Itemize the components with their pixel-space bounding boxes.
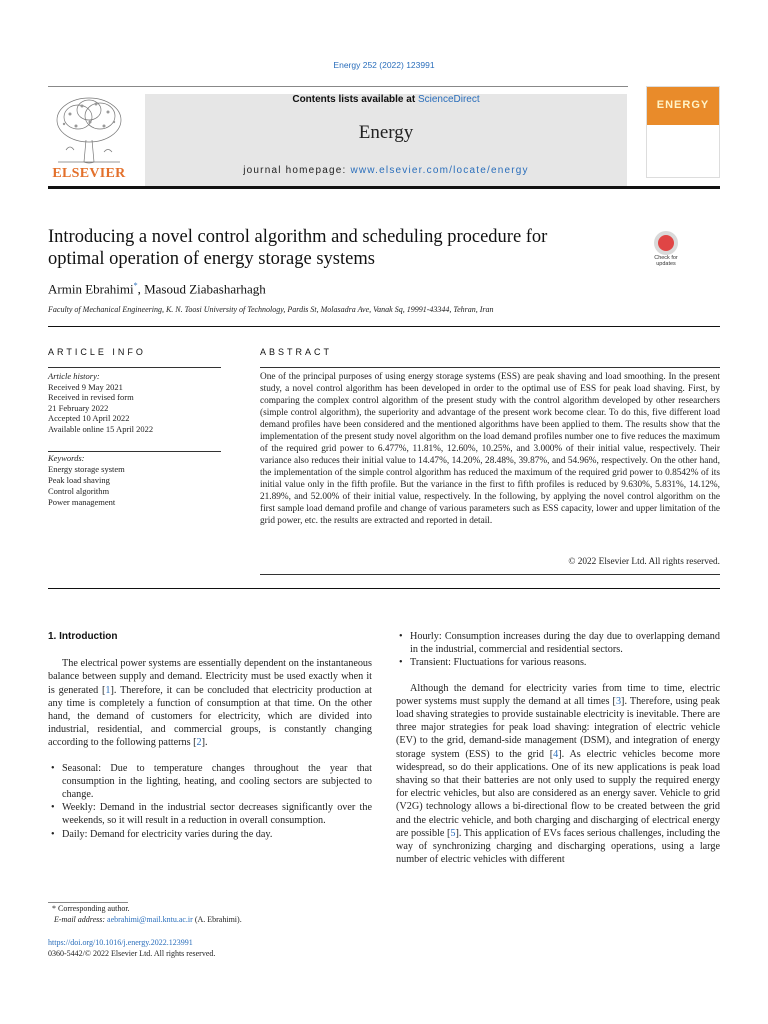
reference-link[interactable]: 1 (105, 684, 111, 696)
keywords-label: Keywords: (48, 453, 85, 463)
check-for-updates-badge[interactable] (646, 231, 686, 269)
keyword: Peak load shaving (48, 475, 110, 485)
history-item: Accepted 10 April 2022 (48, 413, 130, 423)
title-rule (48, 326, 720, 327)
author-separator: , (137, 281, 145, 297)
footer-info (48, 938, 215, 959)
history-item: 21 February 2022 (48, 402, 109, 413)
issn-copyright: 0360-5442/© 2022 Elsevier Ltd. All rights reserved. (48, 948, 216, 958)
doi-link[interactable]: https://doi.org/10.1016/j.energy.2022.123991 (48, 938, 193, 947)
article-info-heading: ARTICLE INFO (48, 347, 146, 357)
homepage-prefix: journal homepage: (243, 165, 351, 176)
reference-link[interactable]: 4 (553, 748, 559, 760)
reference-link[interactable]: 2 (196, 737, 202, 749)
journal-homepage (145, 165, 627, 176)
author-1[interactable]: Armin Ebrahimi (48, 281, 134, 297)
left-column (48, 630, 372, 841)
abstract-heading: ABSTRACT (260, 347, 333, 357)
list-item: • Daily: Demand for electricity varies during the day. (48, 828, 372, 841)
elsevier-wordmark: ELSEVIER (52, 166, 126, 181)
keyword: Energy storage system (48, 464, 125, 474)
intro-paragraph: The electrical power systems are essentially dependent on the instantaneous balance between supply and demand. Electricity must be used exactly when it is generated [1]. Therefore, it can be concluded that electricity production at any time is completely a function of consumption at that time. On the other hand, the demand of customers for electricity, which are divided into industrial, residential, and commercial groups, is constantly changing according to the following patterns [2]. (48, 658, 372, 749)
author-2[interactable]: Masoud Ziabasharhagh (144, 281, 266, 297)
journal-name: Energy (358, 122, 414, 143)
abstract-copyright: © 2022 Elsevier Ltd. All rights reserved. (568, 557, 720, 567)
list-item: • Hourly: Consumption increases during the day due to overlapping demand in the industrial, commercial and residential sectors. (396, 630, 720, 656)
affiliation: Faculty of Mechanical Engineering, K. N. Toosi University of Technology, Pardis St, Molasadra Ave, Vanak Sq, 19991-43344, Tehran, Iran (48, 305, 494, 314)
reference-link[interactable]: 5 (450, 827, 456, 839)
history-label: Article history: (48, 371, 100, 381)
history-item: Available online 15 April 2022 (48, 423, 154, 434)
homepage-link[interactable]: www.elsevier.com/locate/energy (350, 165, 529, 176)
keywords-rule (48, 451, 221, 452)
footnote-rule (48, 902, 128, 903)
demand-patterns-list-cont (396, 630, 720, 670)
front-matter-divider (48, 588, 720, 589)
keyword: Power management (48, 497, 116, 507)
sciencedirect-link[interactable]: ScienceDirect (417, 94, 480, 105)
contents-available (145, 94, 627, 105)
keywords (48, 453, 228, 508)
right-column (396, 630, 720, 866)
email-link[interactable]: aebrahimi@mail.kntu.ac.ir (107, 914, 193, 924)
cover-title: ENERGY (656, 99, 710, 111)
info-rule (48, 367, 221, 368)
history-item: Received 9 May 2021 (48, 381, 123, 392)
corresponding-author-note: * Corresponding author. (52, 904, 130, 913)
article-history (48, 371, 228, 434)
header-rule (48, 186, 720, 189)
body-paragraph: Although the demand for electricity varies from time to time, electric power systems must supply the demand at all times [3]. Therefore, using peak load shaving strategies to provide sustainable electricity is inevitable. There are three major strategies for peak load shaving: integration of electric vehicle (EV) to the grid, demand-side management (DSM), and integration of energy storage system (ESS) to the grid [4]. As electric vehicles become more widespread, so do their applications. One of its new applications is peak load shaving so that their batteries are not only used to supply the required energy for electric vehicles, but also are considered as an energy saver. Vehicle to grid (V2G) technology allows a bi-directional flow to be created between the grid and the electric vehicle, and both charging and discharging of electrical energy are possible [5]. This application of EVs faces serious challenges, including the way of synchronizing charging and discharging operations, using a large number of electric vehicles with different (396, 682, 721, 866)
abstract-text: One of the principal purposes of using energy storage systems (ESS) are peak shaving and load smoothing. In the present study, a novel control algorithm has been developed in order to the optimal use of ESS for peak load shaving. First, by comparing the complex control algorithm of the present study with the control algorithm developed by other researchers (simple control algorithm), the superiority and advantage of the present work become clear. To do this, five different load demand profiles have been considered and the mentioned algorithms have been applied to them. The results show that the implementation of the present study novel algorithm on the load demand profiles number one to five reduces the maximum of the required grid power to 6.477%, 11.81%, 12.60%, 10.25%, and 3.000% of their initial value, respectively. Their variance also reduces their initial value to 14.47%, 14.20%, 28.48%, 39.87%, and 54.96%, respectively. On the other hand, the implementation of the simple control algorithm has reduced the maximum of the required grid power to 0.8542% of its initial value only in the fifth profile. But the variance in the first to fifth profiles is reduced by 9.630%, 5.831%, 14.12%, 21.89%, and 52.00% of their initial value, respectively. In the following, by applying the novel control algorithm on the first sample load demand profile and change of various parameters such as ESS capacity, lower and upper limitation of the grid power, etc. the results are extracted and reported in detail. (260, 372, 720, 526)
history-item: Received in revised form (48, 392, 134, 402)
section-title: 1. Introduction (48, 631, 118, 642)
list-item: • Weekly: Demand in the industrial sector decreases significantly over the weekends, so it will result in a reduction in overall consumption. (48, 801, 372, 827)
article-title: Introducing a novel control algorithm and scheduling procedure for optimal operation of energy storage systems (48, 227, 548, 269)
check-updates-text: Check for updates (654, 255, 678, 267)
footnote (48, 904, 242, 925)
keyword: Control algorithm (48, 486, 110, 496)
demand-patterns-list (48, 762, 372, 841)
header-top-rule (48, 86, 628, 87)
reference-link[interactable]: 3 (615, 695, 622, 707)
corresponding-mark[interactable]: * (133, 281, 138, 290)
journal-cover-thumbnail (646, 86, 720, 178)
journal-citation[interactable]: Energy 252 (2022) 123991 (333, 60, 435, 70)
contents-prefix: Contents lists available at (292, 94, 418, 105)
email-note: E-mail address: aebrahimi@mail.kntu.ac.ir (A. Ebrahimi). (54, 914, 242, 924)
abstract-rule (260, 367, 720, 368)
check-updates-icon-inner (658, 235, 674, 251)
list-item: • Transient: Fluctuations for various reasons. (396, 656, 720, 669)
author-list (48, 281, 266, 297)
list-item: • Seasonal: Due to temperature changes throughout the year that consumption in the lighting, heating, and cooling sectors are subjected to change. (48, 762, 372, 802)
abstract-bottom-rule (260, 574, 720, 575)
